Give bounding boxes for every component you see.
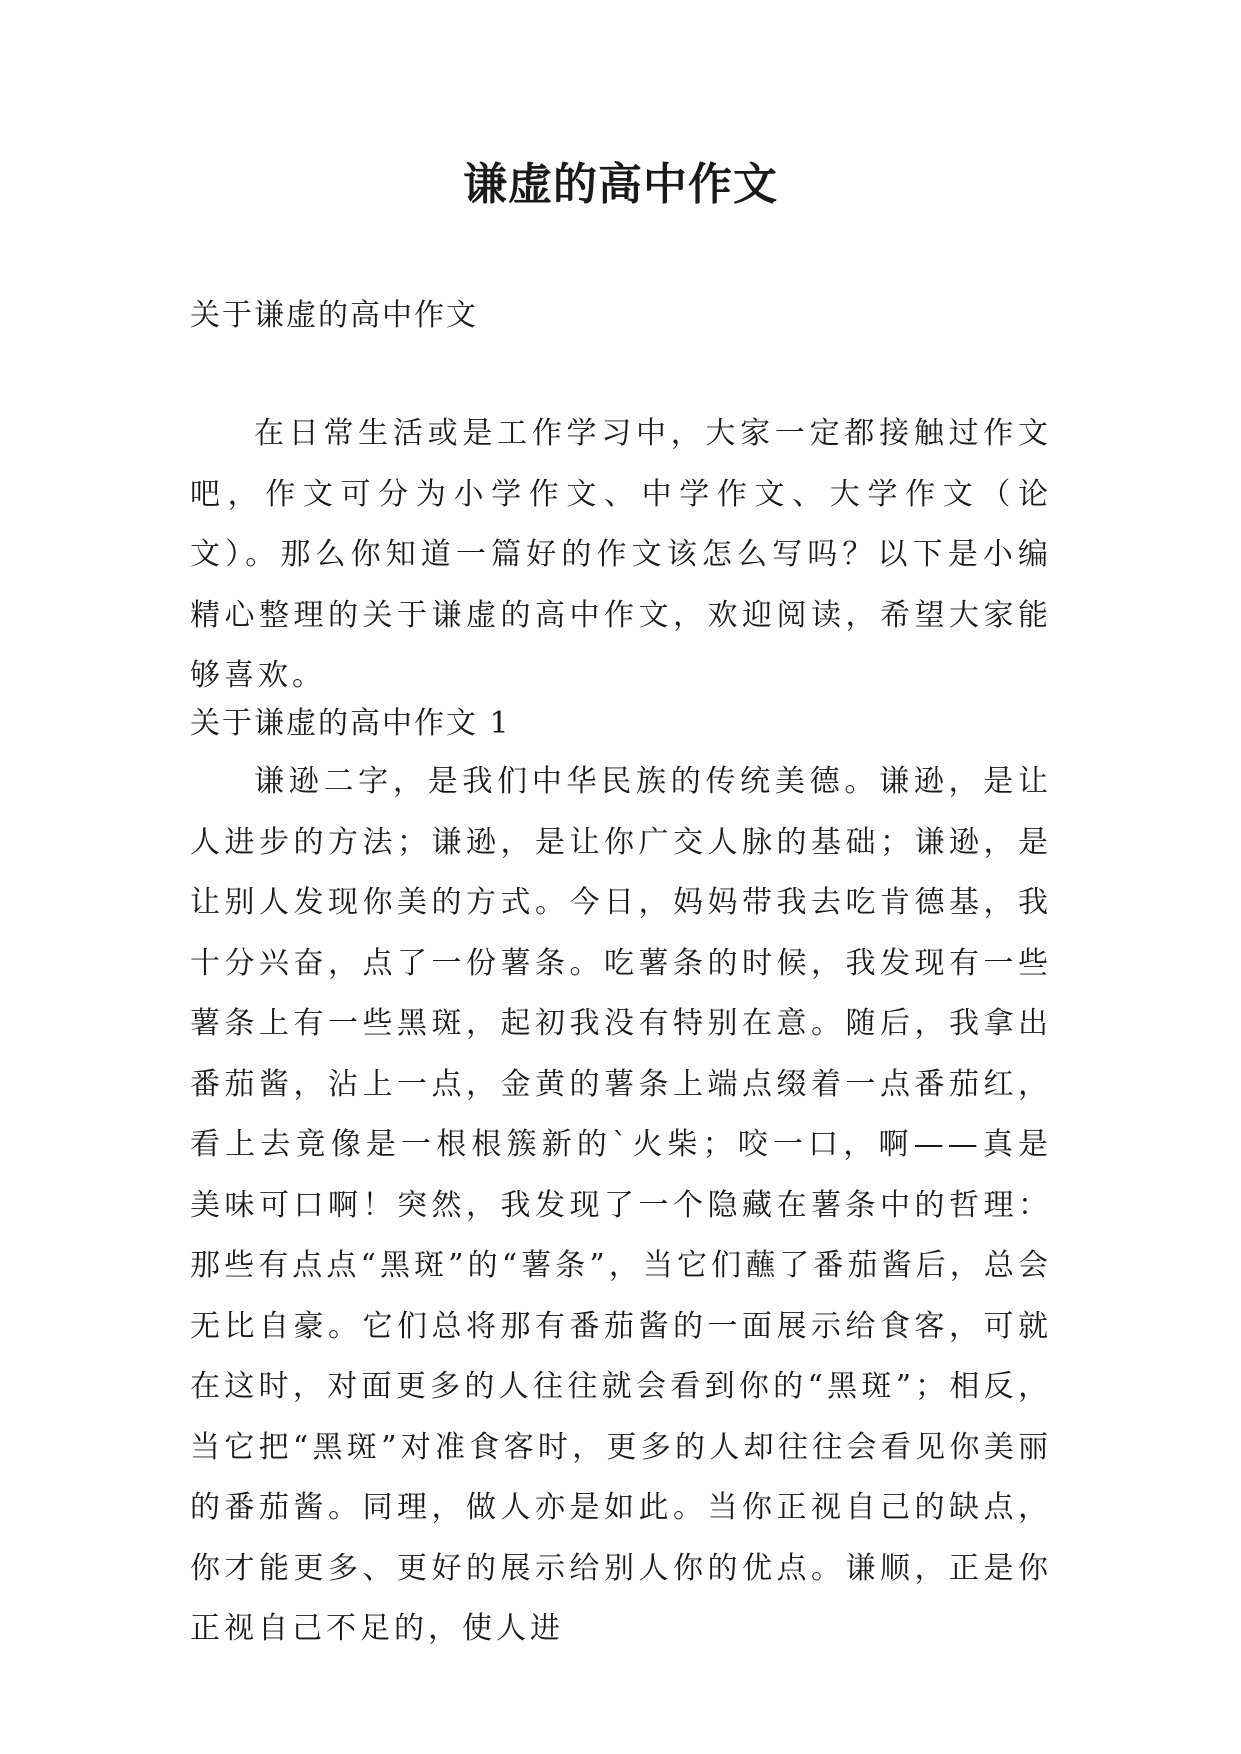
essay-paragraph: 谦逊二字，是我们中华民族的传统美德。谦逊，是让人进步的方法；谦逊，是让你广交人脉的基础；谦逊，是让别人发现你美的方式。今日，妈妈带我去吃肯德基，我十分兴奋，点了一份薯条。吃薯条的时候，我发现有一些薯条上有一些黑斑，起初我没有特别在意。随后，我拿出番茄酱，沾上一点，金黄的薯条上端点缀着一点番茄红，看上去竟像是一根根簇新的`火柴；咬一口，啊——真是美味可口啊！突然，我发现了一个隐藏在薯条中的哲理：那些有点点“黑斑”的“薯条”，当它们蘸了番茄酱后，总会无比自豪。它们总将那有番茄酱的一面展示给食客，可就在这时，对面更多的人往往就会看到你的“黑斑”；相反，当它把“黑斑”对准食客时，更多的人却往往会看见你美丽的番茄酱。同理，做人亦是如此。当你正视自己的缺点，你才能更多、更好的展示给别人你的优点。谦顺，正是你正视自己不足的，使人进	[190, 764, 1052, 1646]
section-heading: 关于谦虚的高中作文 1	[190, 706, 511, 741]
document-subtitle: 关于谦虚的高中作文	[190, 298, 478, 333]
document-title: 谦虚的高中作文	[463, 159, 778, 210]
intro-paragraph: 在日常生活或是工作学习中，大家一定都接触过作文吧，作文可分为小学作文、中学作文、大学作文（论文）。那么你知道一篇好的作文该怎么写吗？以下是小编精心整理的关于谦虚的高中作文，欢迎阅读，希望大家能够喜欢。	[190, 416, 1052, 693]
